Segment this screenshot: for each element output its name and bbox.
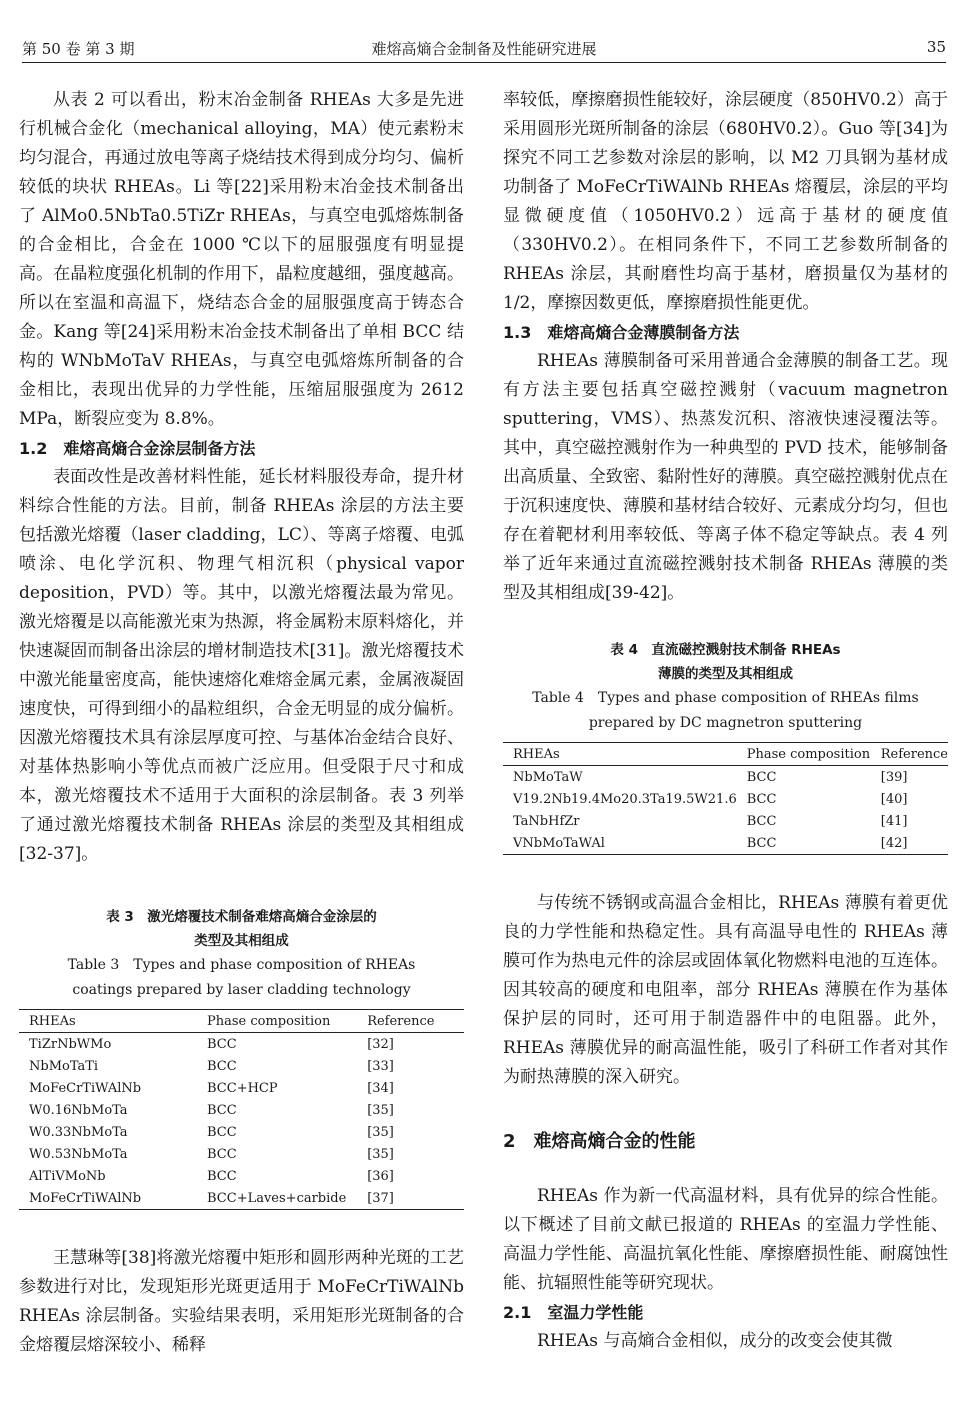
table-caption-en: coatings prepared by laser cladding technology <box>72 982 411 998</box>
page-number: 35 <box>926 38 946 56</box>
paragraph: 率较低，摩擦磨损性能较好，涂层硬度（850HV0.2）高于采用圆形光斑所制备的涂层（680HV0.2）。Guo 等[34]为探究不同工艺参数对涂层的影响，以 M2 刀具钢为基材成功制备了 MoFeCrTiWAlNb RHEAs 熔覆层，涂层的平均显微硬度值（1050HV0.2）远高于基材的硬度值（330HV0.2）。在相同条件下，不同工艺参数所制备的 RHEAs 涂层，其耐磨性均高于基材，磨损量仅为基材的 1/2，摩擦因数更低，摩擦磨损性能更优。 <box>503 90 948 313</box>
table-cell: [39] <box>880 769 908 785</box>
section-heading-1-3: 1.3 难熔高熵合金薄膜制备方法 <box>503 323 740 342</box>
left-column <box>19 86 464 1360</box>
table-cell: BCC <box>207 1146 237 1162</box>
table-cell: BCC+HCP <box>207 1080 278 1096</box>
table-cell: BCC <box>746 791 777 807</box>
table-cell: [40] <box>880 791 908 807</box>
section-heading-2: 2 难熔高熵合金的性能 <box>503 1131 696 1152</box>
table-cell: [41] <box>880 813 908 829</box>
table-caption-cn: 薄膜的类型及其相组成 <box>658 666 793 682</box>
table-cell: W0.53NbMoTa <box>29 1146 128 1162</box>
table-cell: AlTiVMoNb <box>29 1168 106 1184</box>
table-row <box>19 1165 464 1187</box>
table-cell: MoFeCrTiWAlNb <box>29 1080 142 1096</box>
table-caption-en: prepared by DC magnetron sputtering <box>588 715 863 731</box>
table-caption-cn: 表 4 直流磁控溅射技术制备 RHEAs <box>610 642 841 658</box>
table-cell: BCC <box>207 1036 237 1052</box>
right-column <box>503 86 948 1356</box>
table-cell: BCC <box>207 1058 237 1074</box>
table-cell: MoFeCrTiWAlNb <box>19 1187 197 1210</box>
table-header: RHEAs <box>503 743 737 766</box>
table-cell: BCC+Laves+carbide <box>197 1187 357 1210</box>
table-header: Phase composition <box>737 743 871 766</box>
table-cell: TiZrNbWMo <box>29 1036 112 1052</box>
paragraph: RHEAs 与高熵合金相似，成分的改变会使其微 <box>537 1331 893 1351</box>
table-row <box>19 1033 464 1056</box>
table-caption-en: Table 3 Types and phase composition of RHEAs <box>67 957 416 973</box>
paragraph: 王慧琳等[38]将激光熔覆中矩形和圆形两种光斑的工艺参数进行对比，发现矩形光斑更适用于 MoFeCrTiWAlNb RHEAs 涂层制备。实验结果表明，采用矩形光斑制备的合金熔覆层熔深较小、稀释 <box>19 1248 464 1355</box>
table-cell: NbMoTaW <box>513 769 583 785</box>
table-row <box>19 1055 464 1077</box>
table-cell: BCC <box>207 1168 237 1184</box>
table-cell: [35] <box>367 1102 394 1118</box>
table-cell: [37] <box>357 1187 464 1210</box>
table-cell: [35] <box>367 1124 394 1140</box>
table-4 <box>503 638 948 855</box>
paragraph: RHEAs 薄膜制备可采用普通合金薄膜的制备工艺。现有方法主要包括真空磁控溅射（vacuum magnetron sputtering，VMS）、热蒸发沉积、溶液快速浸覆法等。其中，真空磁控溅射作为一种典型的 PVD 技术，能够制备出高质量、全致密、黏附性好的薄膜。真空磁控溅射优点在于沉积速度快、薄膜和基材结合较好、元素成分均匀，但也存在着靶材利用率较低、等离子体不稳定等缺点。表 4 列举了近年来通过直流磁控溅射技术制备 RHEAs 薄膜的类型及其相组成[39-42]。 <box>503 351 948 603</box>
table-3 <box>19 905 464 1210</box>
table-cell: BCC <box>207 1102 237 1118</box>
table-row <box>19 1143 464 1165</box>
section-heading-2-1: 2.1 室温力学性能 <box>503 1303 644 1322</box>
table-cell: BCC <box>737 832 871 855</box>
table-cell: NbMoTaTi <box>29 1058 99 1074</box>
table-cell: VNbMoTaWAl <box>503 832 737 855</box>
table-row <box>19 1187 464 1210</box>
table-row <box>503 810 948 832</box>
table-row <box>503 832 948 855</box>
table-cell: [42] <box>871 832 948 855</box>
table-header: Reference <box>871 743 948 766</box>
paragraph: 表面改性是改善材料性能，延长材料服役寿命，提升材料综合性能的方法。目前，制备 RHEAs 涂层的方法主要包括激光熔覆（laser cladding，LC）、等离子熔覆、电弧喷涂、电化学沉积、物理气相沉积（physical vapor deposition，PVD）等。其中，以激光熔覆法最为常见。激光熔覆是以高能激光束为热源，将金属粉末原料熔化，并快速凝固而制备出涂层的增材制造技术[31]。激光熔覆技术中激光能量密度高，能快速熔化难熔金属元素，金属液凝固速度快，可得到细小的晶粒组织，合金无明显的成分偏析。因激光熔覆技术具有涂层厚度可控、与基体冶金结合良好、对基体热影响小等优点而被广泛应用。但受限于尺寸和成本，激光熔覆技术不适用于大面积的涂层制备。表 3 列举了通过激光熔覆技术制备 RHEAs 涂层的类型及其相组成[32-37]。 <box>19 467 464 864</box>
table-cell: [33] <box>367 1058 394 1074</box>
table-row <box>503 766 948 789</box>
table-row <box>19 1121 464 1143</box>
journal-volume: 第 50 卷 第 3 期 <box>22 40 135 58</box>
table-row <box>503 788 948 810</box>
table-header: Reference <box>357 1010 464 1033</box>
table-cell: [36] <box>367 1168 394 1184</box>
running-title: 难熔高熵合金制备及性能研究进展 <box>371 40 597 58</box>
section-heading-1-2: 1.2 难熔高熵合金涂层制备方法 <box>19 439 256 458</box>
table-caption-en: Table 4 Types and phase composition of RHEAs films <box>532 690 919 706</box>
paragraph: 与传统不锈钢或高温合金相比，RHEAs 薄膜有着更优良的力学性能和热稳定性。具有高温导电性的 RHEAs 薄膜可作为热电元件的涂层或固体氧化物燃料电池的互连体。因其较高的硬度和电阻率，部分 RHEAs 薄膜在作为基体保护层的同时，还可用于制造器件中的电阻器。此外，RHEAs 薄膜优异的耐高温性能，吸引了科研工作者对其作为耐热薄膜的深入研究。 <box>503 893 948 1087</box>
table-cell: BCC <box>746 813 777 829</box>
table-cell: V19.2Nb19.4Mo20.3Ta19.5W21.6 <box>513 791 737 807</box>
paragraph: 从表 2 可以看出，粉末冶金制备 RHEAs 大多是先进行机械合金化（mechanical alloying，MA）使元素粉末均匀混合，再通过放电等离子烧结技术得到成分均匀、偏析较低的块状 RHEAs。Li 等[22]采用粉末冶金技术制备出了 AlMo0.5NbTa0.5TiZr RHEAs，与真空电弧熔炼制备的合金相比，合金在 1000 ℃以下的屈服强度有明显提高。在晶粒度强化机制的作用下，晶粒度越细，强度越高。所以在室温和高温下，烧结态合金的屈服强度高于铸态合金。Kang 等[24]采用粉末冶金技术制备出了单相 BCC 结构的 WNbMoTaV RHEAs，与真空电弧熔炼所制备的合金相比，表现出优异的力学性能，压缩屈服强度为 2612 MPa，断裂应变为 8.8%。 <box>19 90 464 429</box>
table-cell: [32] <box>367 1036 394 1052</box>
paragraph: RHEAs 作为新一代高温材料，具有优异的综合性能。以下概述了目前文献已报道的 RHEAs 的室温力学性能、高温力学性能、高温抗氧化性能、摩擦磨损性能、耐腐蚀性能、抗辐照性能等研究现状。 <box>503 1186 948 1293</box>
table-cell: W0.33NbMoTa <box>29 1124 128 1140</box>
table-cell: BCC <box>207 1124 237 1140</box>
table-cell: [34] <box>367 1080 394 1096</box>
table-cell: TaNbHfZr <box>513 813 580 829</box>
table-row <box>19 1077 464 1099</box>
running-header <box>22 32 946 63</box>
table-caption-cn: 表 3 激光熔覆技术制备难熔高熵合金涂层的 <box>106 909 377 925</box>
table-caption-cn: 类型及其相组成 <box>194 933 289 949</box>
table-header: Phase composition <box>197 1010 357 1033</box>
table-cell: [35] <box>367 1146 394 1162</box>
table-header: RHEAs <box>19 1010 197 1033</box>
table-row <box>19 1099 464 1121</box>
table-cell: W0.16NbMoTa <box>29 1102 128 1118</box>
table-cell: BCC <box>746 769 777 785</box>
